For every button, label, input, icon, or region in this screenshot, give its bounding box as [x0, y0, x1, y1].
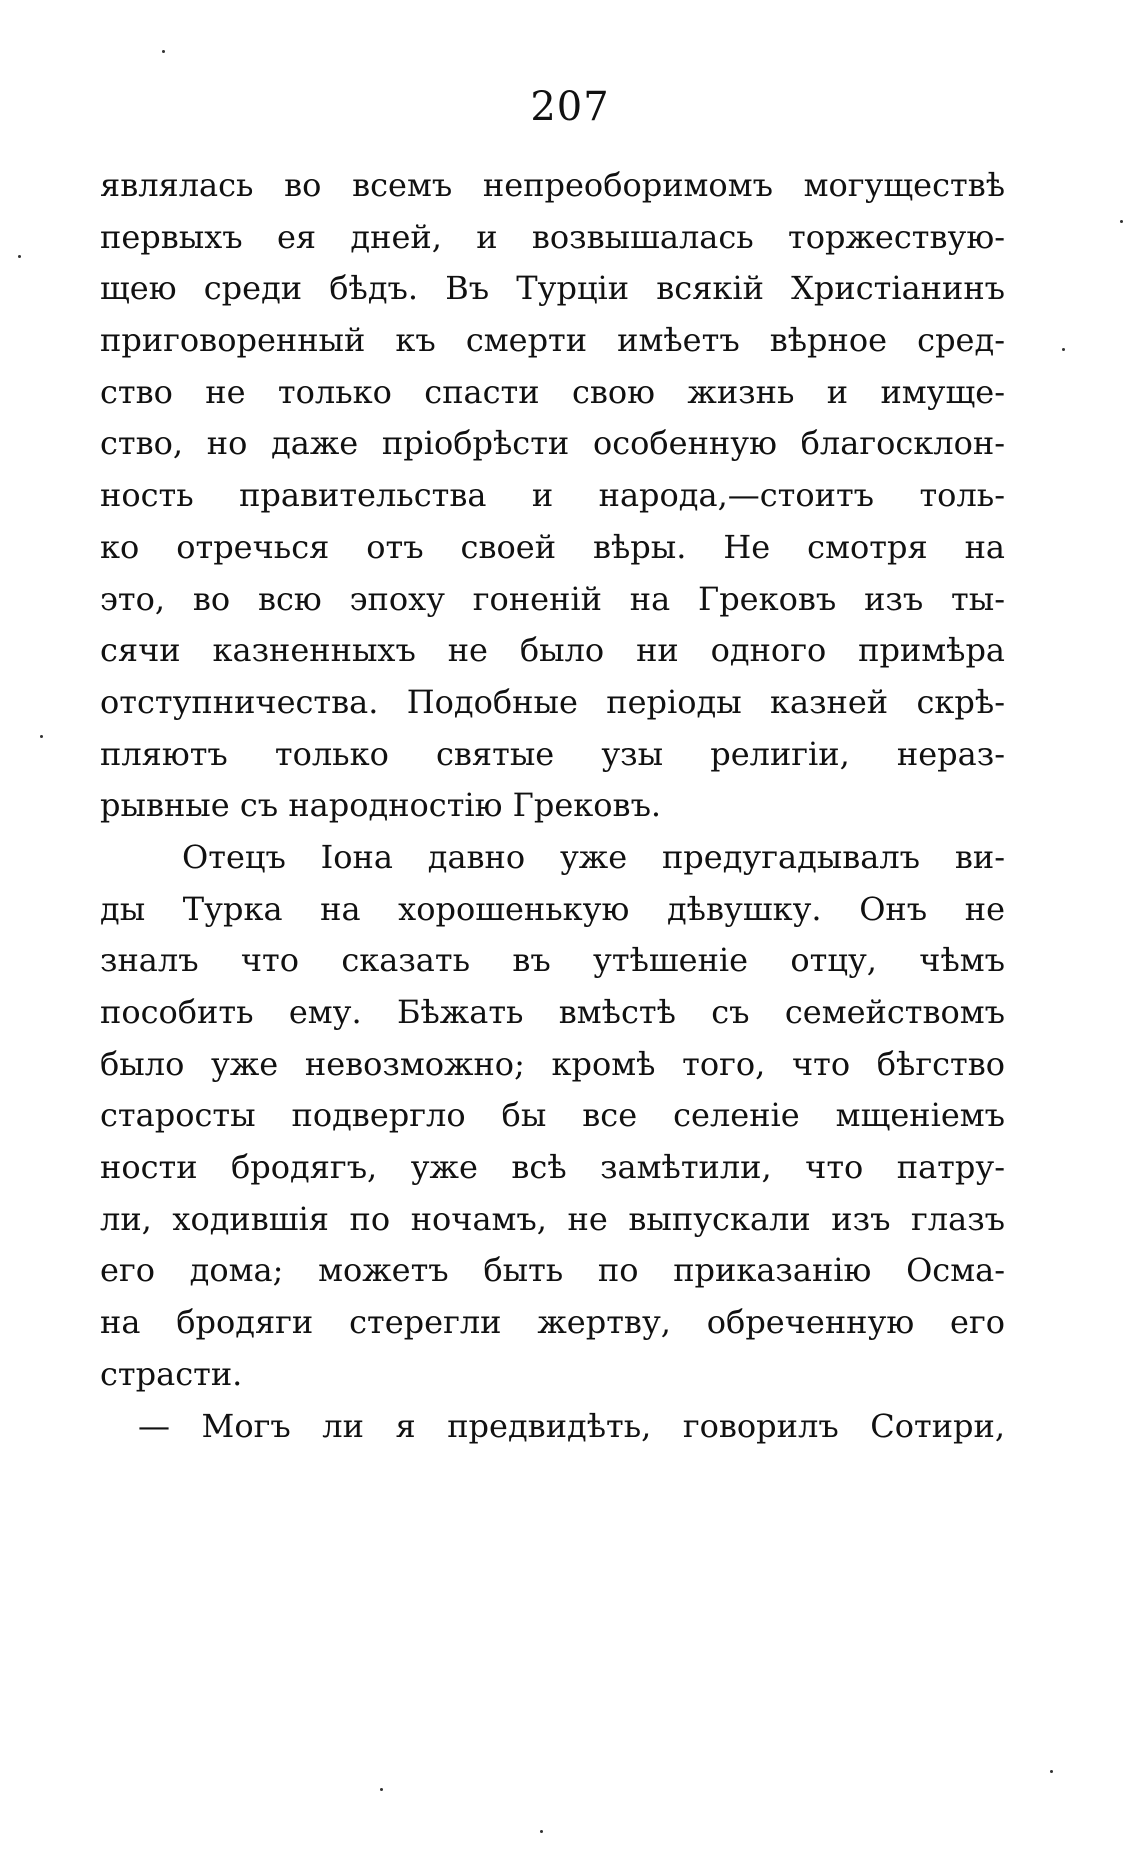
text-line: это, во всю эпоху гоненій на Грековъ изъ ты-: [100, 579, 1005, 618]
scan-speck: [1062, 348, 1065, 351]
text-line: ли, ходившія по ночамъ, не выпускали изъ глазъ: [100, 1199, 1005, 1238]
text-line: являлась во всемъ непреоборимомъ могуществѣ: [100, 166, 1005, 204]
text-line: сячи казненныхъ не было ни одного примѣра: [100, 631, 1005, 670]
paragraph-1: [100, 160, 1005, 832]
text-line: старосты подвергло бы все селеніе мщеніемъ: [100, 1096, 1005, 1135]
text-line: отступничества. Подобные періоды казней скрѣ-: [100, 682, 1005, 721]
body-text: [100, 160, 1005, 1452]
text-line: было уже невозможно; кромѣ того, что бѣгство: [100, 1044, 1005, 1083]
text-line: ность правительства и народа,—стоитъ толь-: [100, 476, 1005, 515]
paragraph-3: [100, 1401, 1005, 1453]
text-line: ности бродягъ, уже всѣ замѣтили, что патру-: [100, 1148, 1005, 1187]
scan-speck: [1120, 220, 1123, 223]
text-line: приговоренный къ смерти имѣетъ вѣрное сред-: [100, 321, 1005, 360]
text-line: ство не только спасти свою жизнь и имуще-: [100, 372, 1005, 411]
text-line: ство, но даже пріобрѣсти особенную благосклон-: [100, 424, 1005, 463]
text-line: зналъ что сказать въ утѣшеніе отцу, чѣмъ: [100, 941, 1005, 980]
text-line: — Могъ ли я предвидѣть, говорилъ Сотири,: [138, 1406, 1005, 1445]
scan-speck: [540, 1830, 543, 1833]
text-line: щею среди бѣдъ. Въ Турціи всякій Христіанинъ: [100, 269, 1005, 308]
text-line: его дома; можетъ быть по приказанію Осма-: [100, 1251, 1005, 1290]
page-number: 207: [530, 84, 610, 130]
paragraph-2: [100, 832, 1005, 1401]
text-line: на бродяги стерегли жертву, обреченную его: [100, 1303, 1005, 1342]
scan-speck: [40, 735, 43, 738]
scan-speck: [18, 255, 21, 258]
text-line: рывные съ народностію Грековъ.: [100, 786, 662, 825]
scan-speck: [1050, 1770, 1053, 1773]
scan-speck: [162, 50, 165, 53]
text-line: первыхъ ея дней, и возвышалась торжествую-: [100, 217, 1005, 256]
text-line: ды Турка на хорошенькую дѣвушку. Онъ не: [100, 889, 1005, 928]
text-line: пособить ему. Бѣжать вмѣстѣ съ семействомъ: [100, 993, 1005, 1031]
text-line: ко отречься отъ своей вѣры. Не смотря на: [100, 527, 1005, 566]
text-line: страсти.: [100, 1354, 243, 1393]
scan-speck: [380, 1788, 383, 1791]
text-line: пляютъ только святые узы религіи, нераз-: [100, 734, 1005, 773]
text-line: Отецъ Іона давно уже предугадывалъ ви-: [182, 837, 1005, 876]
